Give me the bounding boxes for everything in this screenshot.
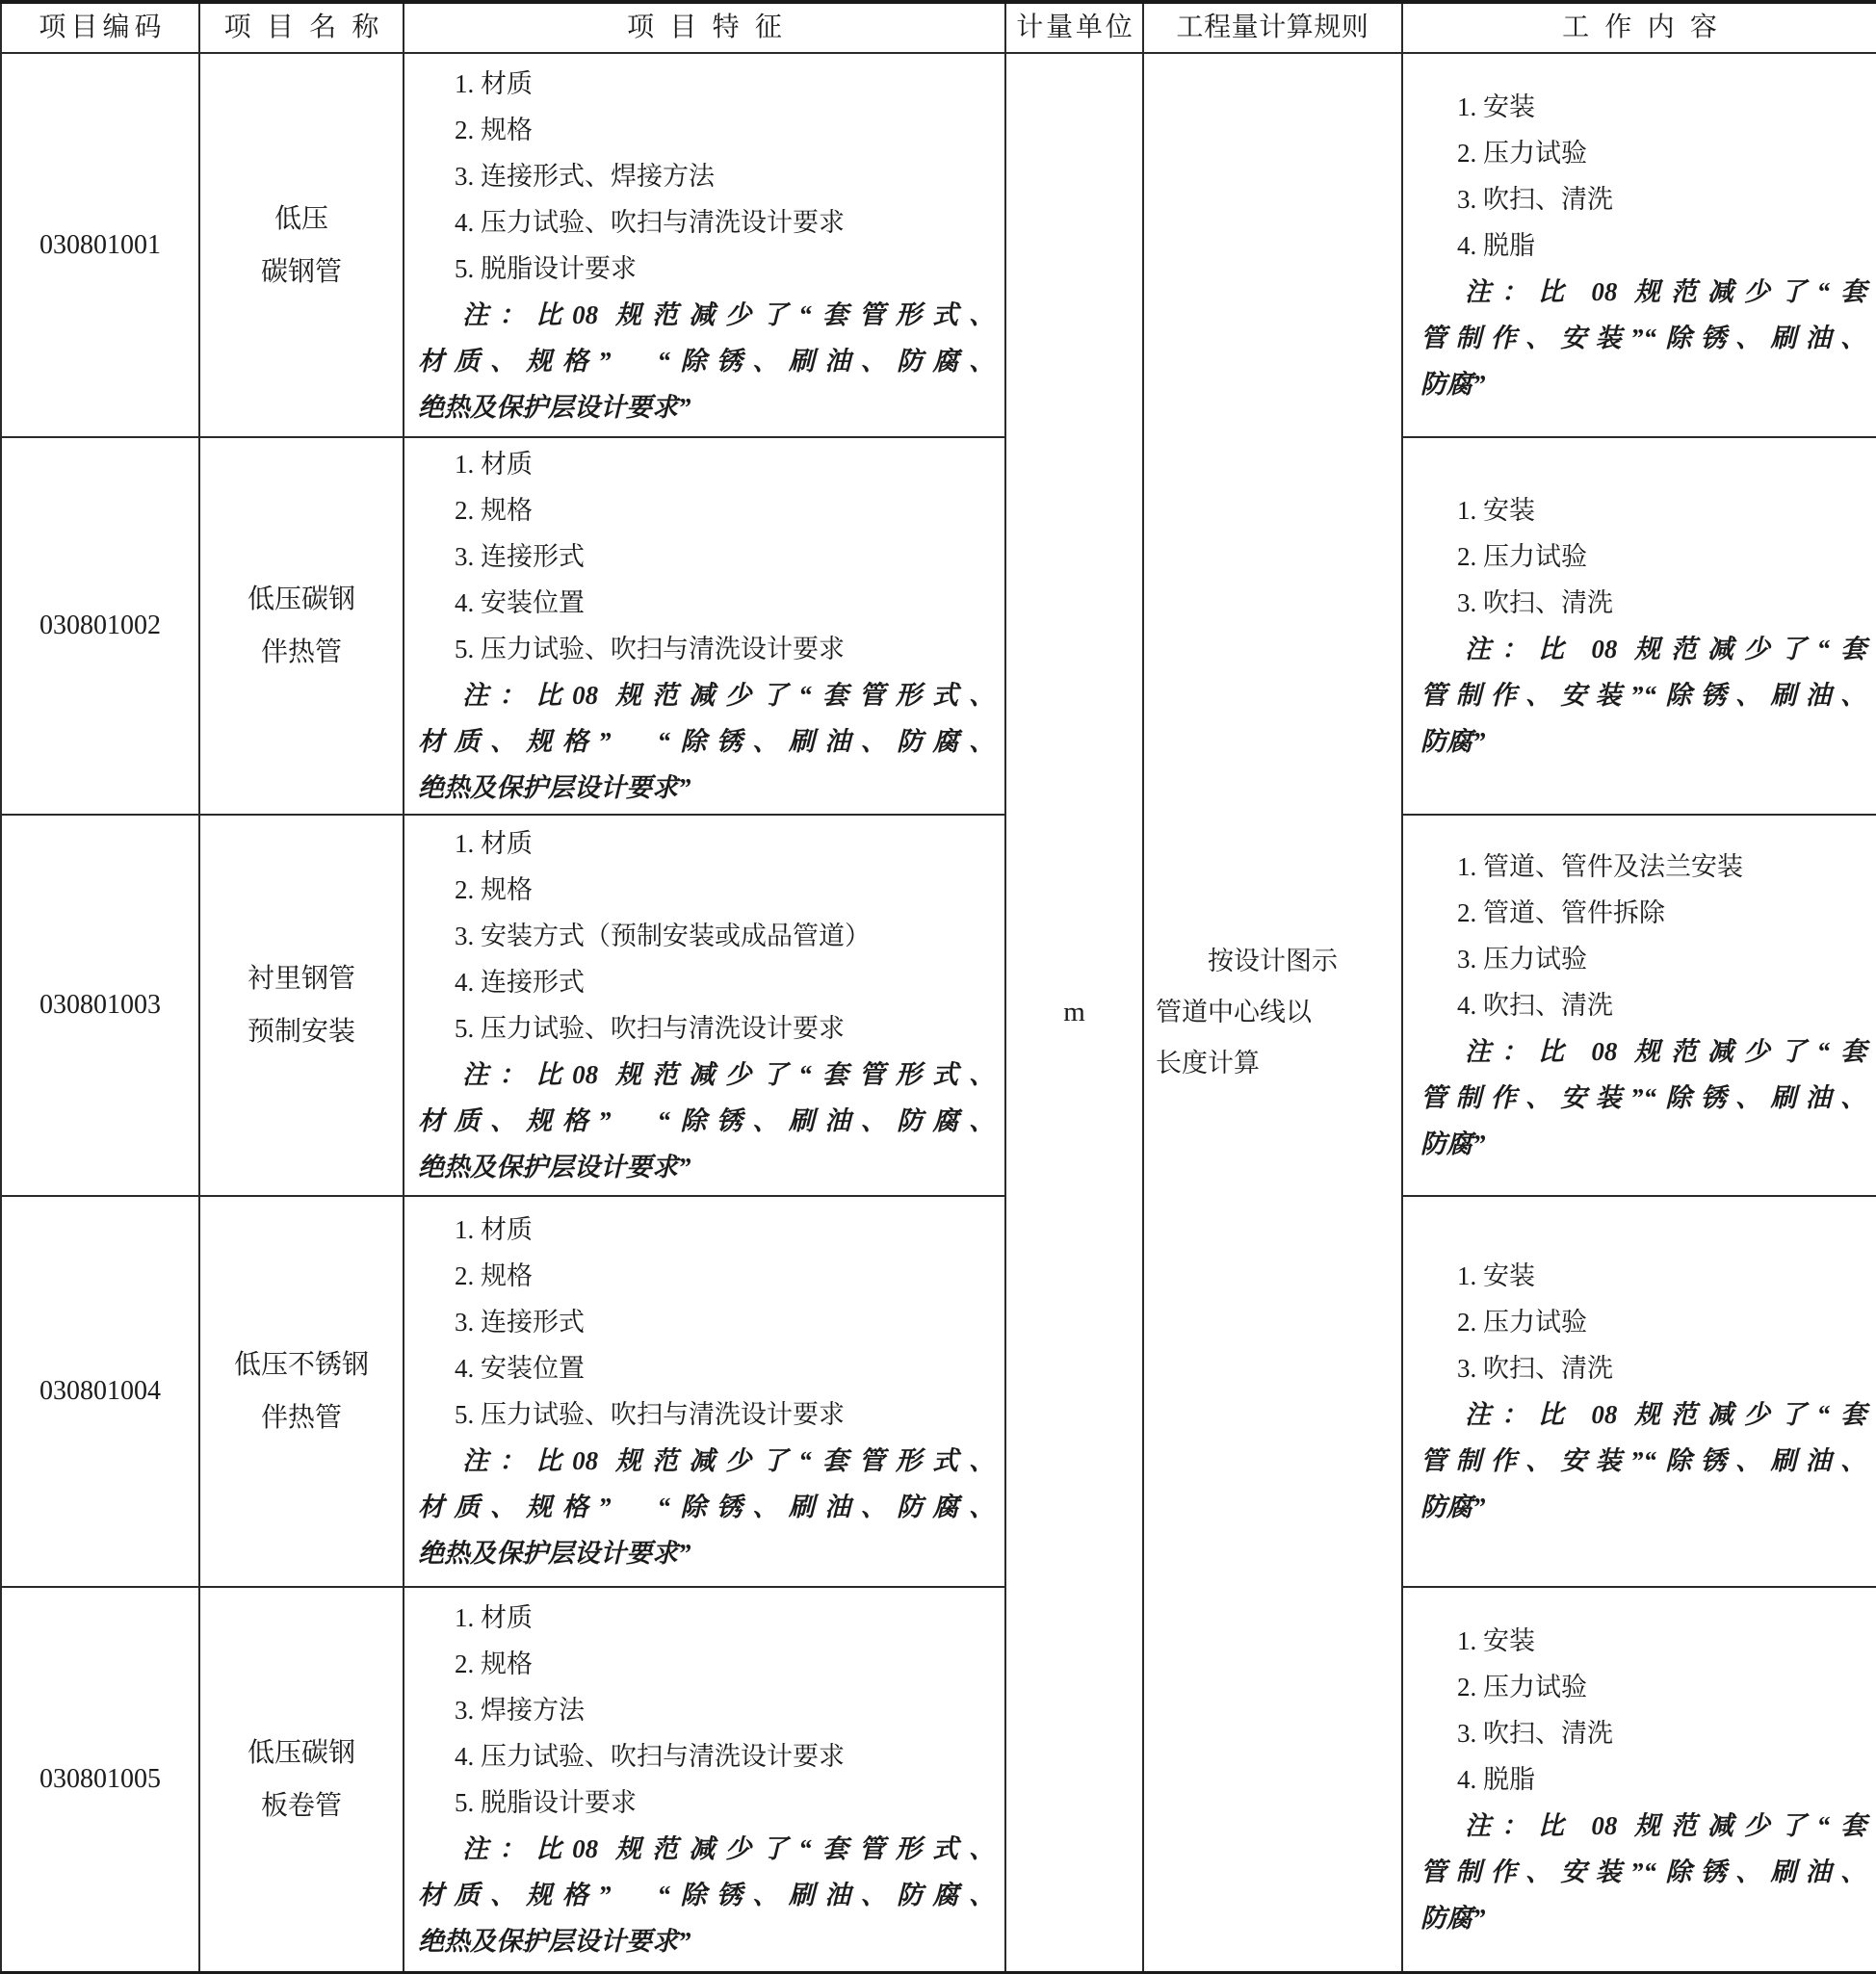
feature-item: 3. 连接形式 [455,1308,585,1338]
project-name [199,1587,404,1972]
feature-item: 4. 安装位置 [455,1354,585,1384]
work-note-line: 管制作、安装”“除锈、刷油、 [1420,1446,1866,1476]
feature-note-line: 材质、规格” “除锈、刷油、防腐、 [418,1881,995,1910]
header-calc-rule: 工程量计算规则 [1143,2,1402,53]
work-item: 1. 安装 [1457,1626,1535,1656]
table-row [1,1196,1876,1587]
project-name-line: 低压 [274,203,328,234]
feature-item: 5. 压力试验、吹扫与清洗设计要求 [455,1400,845,1430]
feature-item: 1. 材质 [455,68,533,98]
work-item: 3. 吹扫、清洗 [1457,184,1613,214]
project-name-line: 低压不锈钢 [233,1350,369,1381]
work-content [1402,815,1876,1196]
project-features [404,437,1005,814]
header-project-features: 项目特征 [404,2,1005,53]
project-name-line: 衬里钢管 [247,963,355,994]
work-item: 2. 压力试验 [1457,1308,1587,1338]
quantity-calc-rule [1143,53,1402,1972]
work-note-line: 注：比 08 规范减少了“套 [1465,1811,1866,1841]
work-item: 2. 管道、管件拆除 [1457,897,1665,927]
work-note-line: 管制作、安装”“除锈、刷油、 [1420,323,1866,352]
measurement-unit: m [1005,53,1143,1972]
work-item: 4. 脱脂 [1457,230,1535,260]
feature-item: 4. 压力试验、吹扫与清洗设计要求 [455,1742,845,1772]
feature-note-line: 注：比08 规范减少了“套管形式、 [462,681,995,711]
feature-item: 3. 焊接方法 [455,1696,585,1726]
feature-item: 2. 规格 [455,874,533,904]
feature-note-line: 绝热及保护层设计要求” [418,1927,691,1957]
project-name [199,1196,404,1587]
work-item: 3. 吹扫、清洗 [1457,1354,1613,1384]
feature-note-line: 注：比08 规范减少了“套管形式、 [462,299,995,329]
project-name [199,815,404,1196]
feature-item: 2. 规格 [455,115,533,144]
feature-item: 5. 脱脂设计要求 [455,1788,637,1818]
work-item: 1. 安装 [1457,1261,1535,1291]
feature-note-line: 注：比08 规范减少了“套管形式、 [462,1834,995,1864]
feature-note-line: 材质、规格” “除锈、刷油、防腐、 [418,346,995,376]
work-item: 2. 压力试验 [1457,138,1587,168]
project-code: 030801001 [1,53,199,437]
feature-item: 1. 材质 [455,1215,533,1245]
header-row [1,2,1876,53]
project-name-line: 伴热管 [260,637,342,668]
feature-item: 5. 压力试验、吹扫与清洗设计要求 [455,635,845,664]
feature-note-line: 材质、规格” “除锈、刷油、防腐、 [418,727,995,757]
feature-note-line: 绝热及保护层设计要求” [418,1539,691,1569]
project-name-line: 低压碳钢 [247,1738,355,1769]
work-content [1402,1587,1876,1972]
work-item: 2. 压力试验 [1457,542,1587,572]
work-note-line: 防腐” [1420,1904,1486,1934]
feature-item: 1. 材质 [455,828,533,858]
project-code: 030801004 [1,1196,199,1587]
work-note-line: 防腐” [1420,369,1486,399]
work-item: 1. 安装 [1457,91,1535,121]
feature-note-line: 注：比08 规范减少了“套管形式、 [462,1446,995,1476]
table-row [1,815,1876,1196]
feature-note-line: 材质、规格” “除锈、刷油、防腐、 [418,1105,995,1135]
project-code: 030801002 [1,437,199,814]
work-content [1402,53,1876,437]
feature-item: 5. 脱脂设计要求 [455,253,637,283]
project-name [199,53,404,437]
project-features [404,1587,1005,1972]
feature-item: 3. 连接形式 [455,542,585,572]
rule-line: 长度计算 [1156,1049,1260,1078]
work-note-line: 管制作、安装”“除锈、刷油、 [1420,1857,1866,1887]
project-features [404,1196,1005,1587]
work-item: 1. 安装 [1457,496,1535,526]
project-features [404,815,1005,1196]
feature-note-line: 注：比08 规范减少了“套管形式、 [462,1059,995,1089]
header-project-name: 项目名称 [199,2,404,53]
header-project-code: 项目编码 [1,2,199,53]
work-item: 1. 管道、管件及法兰安装 [1457,851,1743,881]
work-note-line: 注：比 08 规范减少了“套 [1465,276,1866,306]
feature-item: 4. 安装位置 [455,588,585,618]
work-note-line: 防腐” [1420,727,1486,757]
project-name-line: 低压碳钢 [247,584,355,615]
project-code: 030801005 [1,1587,199,1972]
project-name-line: 伴热管 [260,1403,342,1434]
table-row [1,53,1876,437]
work-note-line: 管制作、安装”“除锈、刷油、 [1420,1082,1866,1112]
work-note-line: 管制作、安装”“除锈、刷油、 [1420,681,1866,711]
feature-item: 3. 安装方式（预制安装或成品管道） [455,921,871,950]
header-work-content: 工作内容 [1402,2,1876,53]
work-item: 4. 脱脂 [1457,1765,1535,1795]
feature-note-line: 绝热及保护层设计要求” [418,773,691,803]
feature-item: 5. 压力试验、吹扫与清洗设计要求 [455,1013,845,1043]
rule-line: 按设计图示 [1208,947,1338,976]
work-note-line: 注：比 08 规范减少了“套 [1465,635,1866,664]
table-row [1,1587,1876,1972]
work-note-line: 防腐” [1420,1493,1486,1522]
feature-item: 2. 规格 [455,1261,533,1291]
feature-item: 4. 压力试验、吹扫与清洗设计要求 [455,207,845,237]
work-content [1402,1196,1876,1587]
feature-item: 4. 连接形式 [455,967,585,997]
feature-item: 2. 规格 [455,1649,533,1679]
work-content [1402,437,1876,814]
project-code: 030801003 [1,815,199,1196]
project-name-line: 碳钢管 [260,256,342,287]
feature-item: 2. 规格 [455,496,533,526]
work-item: 2. 压力试验 [1457,1673,1587,1702]
work-item: 3. 吹扫、清洗 [1457,1719,1613,1749]
feature-note-line: 绝热及保护层设计要求” [418,1152,691,1182]
project-name-line: 预制安装 [247,1016,355,1047]
work-note-line: 注：比 08 规范减少了“套 [1465,1036,1866,1066]
work-item: 3. 压力试验 [1457,944,1587,974]
work-note-line: 注：比 08 规范减少了“套 [1465,1400,1866,1430]
table-row [1,437,1876,814]
work-note-line: 防腐” [1420,1129,1486,1158]
rule-line: 管道中心线以 [1156,998,1312,1027]
feature-item: 1. 材质 [455,1603,533,1633]
work-item: 3. 吹扫、清洗 [1457,588,1613,618]
feature-item: 3. 连接形式、焊接方法 [455,161,715,191]
work-item: 4. 吹扫、清洗 [1457,990,1613,1020]
feature-item: 1. 材质 [455,450,533,480]
feature-note-line: 材质、规格” “除锈、刷油、防腐、 [418,1493,995,1522]
project-features [404,53,1005,437]
project-name-line: 板卷管 [260,1791,342,1822]
feature-note-line: 绝热及保护层设计要求” [418,392,691,422]
header-unit: 计量单位 [1005,2,1143,53]
project-name [199,437,404,814]
